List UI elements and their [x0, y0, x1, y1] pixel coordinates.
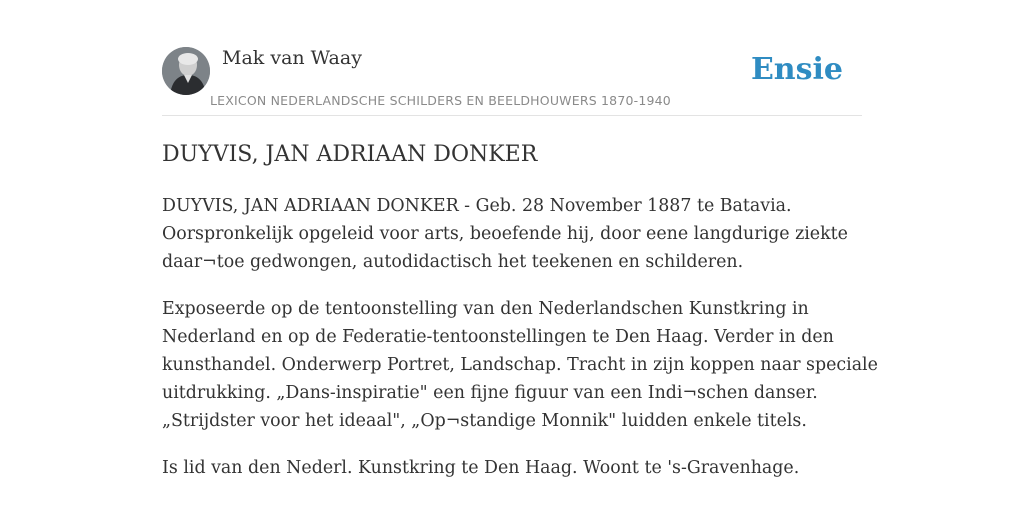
paragraph-line: „Strijdster voor het ideaal", „Op¬standige Monnik" luidden enkele titels.	[162, 411, 807, 431]
article-body	[162, 192, 878, 501]
article-title: DUYVIS, JAN ADRIAAN DONKER	[162, 142, 538, 167]
paragraph-line: Nederland en op de Federatie-tentoonstellingen te Den Haag. Verder in den	[162, 327, 834, 347]
paragraph-line: Is lid van den Nederl. Kunstkring te Den Haag. Woont te 's-Gravenhage.	[162, 458, 800, 478]
portrait-icon	[162, 47, 210, 95]
ensie-logo[interactable]: Ensie	[750, 52, 843, 87]
paragraph-line: DUYVIS, JAN ADRIAAN DONKER - Geb. 28 November 1887 te Batavia.	[162, 196, 792, 216]
paragraph-line: Exposeerde op de tentoonstelling van den Nederlandschen Kunstkring in	[162, 299, 809, 319]
paragraph-line: kunsthandel. Onderwerp Portret, Landschap. Tracht in zijn koppen naar speciale	[162, 355, 878, 375]
paragraph-line: uitdrukking. „Dans-inspiratie" een fijne figuur van een Indi¬schen danser.	[162, 383, 818, 403]
paragraph-3	[162, 454, 862, 482]
paragraph-2	[162, 295, 878, 435]
paragraph-1	[162, 192, 862, 276]
author-avatar[interactable]	[162, 47, 210, 95]
paragraph-line: Oorspronkelijk opgeleid voor arts, beoefende hij, door eene langdurige ziekte	[162, 224, 848, 244]
header-divider	[162, 115, 862, 116]
paragraph-line: daar¬toe gedwongen, autodidactisch het teekenen en schilderen.	[162, 252, 744, 272]
source-title[interactable]: LEXICON NEDERLANDSCHE SCHILDERS EN BEELDHOUWERS 1870-1940	[210, 93, 671, 108]
author-name[interactable]: Mak van Waay	[222, 47, 362, 69]
